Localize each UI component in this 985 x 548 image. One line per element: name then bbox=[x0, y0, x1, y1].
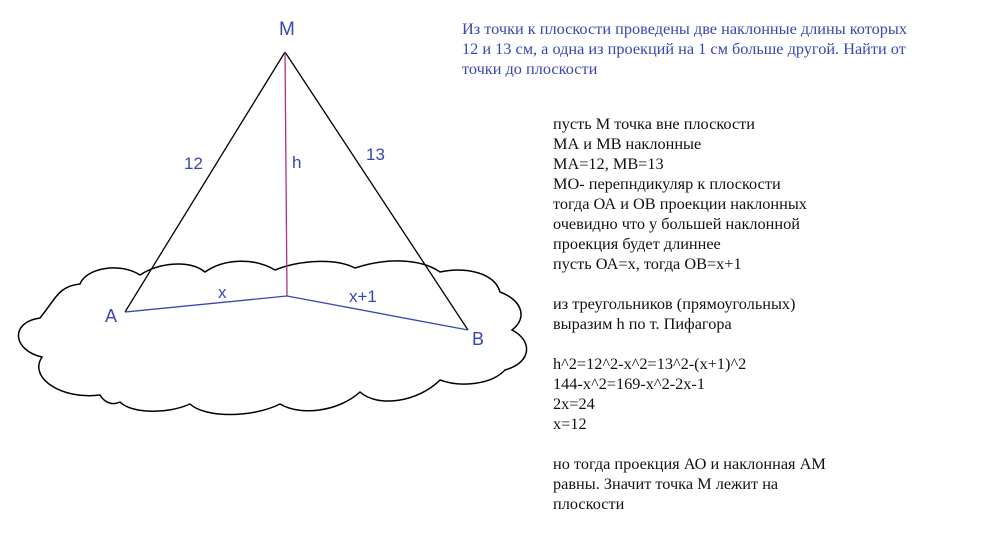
point-label-a: A bbox=[105, 306, 118, 326]
solution-line: 144-x^2=169-x^2-2x-1 bbox=[553, 374, 705, 393]
length-label-ob: x+1 bbox=[349, 287, 377, 306]
solution-line: но тогда проекция АО и наклонная АМ bbox=[553, 454, 826, 473]
segment-ma bbox=[125, 52, 285, 312]
solution-line: из треугольников (прямоугольных) bbox=[553, 294, 796, 313]
length-label-ma: 12 bbox=[184, 154, 203, 173]
solution-line: тогда ОА и ОВ проекции наклонных bbox=[553, 194, 807, 213]
point-label-b: B bbox=[472, 329, 485, 349]
solution-line: пусть М точка вне плоскости bbox=[553, 114, 755, 133]
length-label-h: h bbox=[292, 153, 302, 172]
solution-line: плоскости bbox=[553, 494, 625, 513]
problem-line: Из точки к плоскости проведены две наклонные длины которых bbox=[462, 19, 907, 38]
solution-line bbox=[553, 334, 973, 354]
problem-statement bbox=[462, 19, 977, 79]
solution-line: x=12 bbox=[553, 414, 587, 433]
segment-oa-projection bbox=[125, 296, 287, 312]
segment-mo-height bbox=[285, 52, 287, 296]
solution-line bbox=[553, 434, 973, 454]
solution-line: 2x=24 bbox=[553, 394, 595, 413]
length-label-mb: 13 bbox=[366, 145, 385, 164]
length-label-oa: x bbox=[218, 283, 227, 302]
solution-line: проекция будет длиннее bbox=[553, 234, 721, 253]
solution-line: МА и МВ наклонные bbox=[553, 134, 702, 153]
solution-line bbox=[553, 274, 973, 294]
solution-text bbox=[553, 114, 973, 514]
solution-line: МА=12, МВ=13 bbox=[553, 154, 664, 173]
problem-line: 12 и 13 см, а одна из проекций на 1 см больше другой. Найти от bbox=[462, 39, 906, 58]
solution-line: выразим h по т. Пифагора bbox=[553, 314, 732, 333]
solution-line: пусть ОА=x, тогда ОВ=x+1 bbox=[553, 254, 742, 273]
point-label-m: M bbox=[279, 19, 295, 40]
solution-line: очевидно что у большей наклонной bbox=[553, 214, 800, 233]
problem-line: точки до плоскости bbox=[462, 59, 598, 78]
solution-line: h^2=12^2-x^2=13^2-(x+1)^2 bbox=[553, 354, 747, 373]
solution-line: МО- перепндикуляр к плоскости bbox=[553, 174, 781, 193]
plane-cloud-shape bbox=[18, 261, 526, 415]
segment-ob-projection bbox=[287, 296, 468, 330]
solution-line: равны. Значит точка М лежит на bbox=[553, 474, 779, 493]
